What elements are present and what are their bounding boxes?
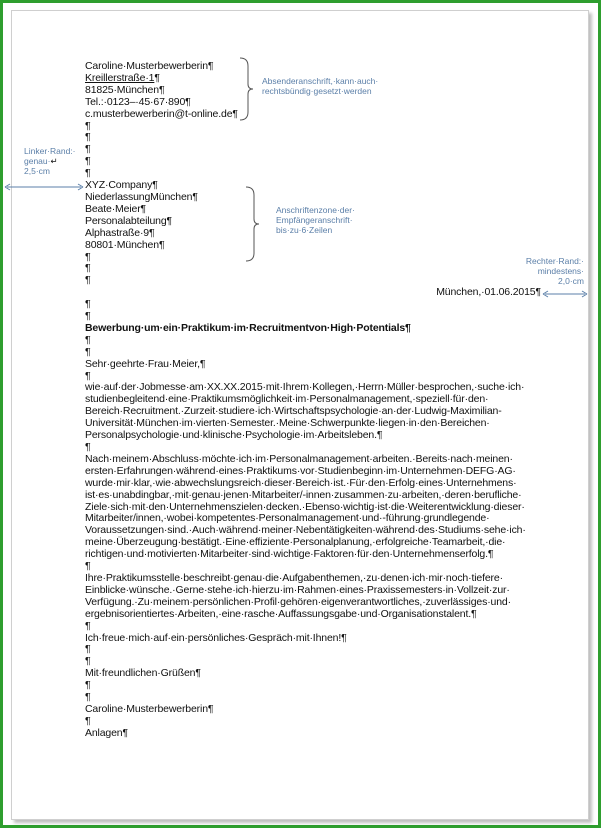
sender-annotation: Absenderanschrift,·kann·auch· rechtsbündig·gesetzt·werden [262,76,379,96]
enclosure: Anlagen¶ [85,726,128,739]
sender-name: Caroline·Musterbewerberin¶ [85,60,214,72]
empty-paragraph: ¶ [85,679,91,692]
empty-paragraph: ¶ [85,655,91,668]
sender-email: c.musterbewerberin@t-online.de¶ [85,107,238,120]
paragraph-2: Nach·meinem·Abschluss·möchte·ich·im·Personalmanagement·arbeiten.·Bereits·nach·meinen· ersten·Erfahrungen·während·eines·Praktikums·vor·Studienbeginn·im·Unternehmen·DEFG·AG· wurde·mir·klar,·wie·abwechslungsreich·dieser·Bereich·ist.·Für·den·Erfolg·eines·Unternehmens· ist·es·unabdingbar,·mit·genau·jenen·Mitarbeiter/-innen·zusammen·zu·arbeiten,·deren·berufliche· Ziele·sich·mit·den·Unternehmenszielen·decken.·Ebenso·wichtig·ist·die·Weiterentwicklung·dieser· Mitarbeiter/innen,·wobei·kompetentes·Personalmanagement·und·-führung·grundlegende· Voraussetzungen·sind.·Auch·während·meiner·Nebentätigkeiten·während·des·Studiums·sehe·ich· meine·Überzeugung·bestätigt.·Eine·effiziente·Personalplanung,·erfolgreiche·Teamarbeit,·die· richtigen·und·motivierten·Mitarbeiter·sind·wichtige·Faktoren·für·den·Unternehmenserfolg.¶ [85,452,526,561]
salutation: Sehr·geehrte·Frau·Meier,¶ [85,357,206,370]
empty-paragraph: ¶ [85,274,91,287]
subject-line: Bewerbung·um·ein·Praktikum·im·Recruitmentvon·High·Potentials¶ [85,321,411,334]
paragraph-3: Ihre·Praktikumsstelle·beschreibt·genau·die·Aufgabenthemen,·zu·denen·ich·mir·noch·tiefere· Einblicke·wünsche.·Gerne·stehe·ich·hierzu·im·Rahmen·eines·Praxissemesters·in·Vollzeit·zur· Verfügung.·Zu·meinem·persönlichen·Profil·gehören·eigenverantwortliches,·zuverlässiges·und· ergebnisorientiertes·Arbeiten,·eine·rasche·Auffassungsgabe·und·Organisationstalent.¶ [85,571,511,620]
paragraph-1: wie·auf·der·Jobmesse·am·XX.XX.2015·mit·Ihrem·Kollegen,·Herrn·Müller·besprochen,·suche·ich· studienbegleitend·eine·Praktikumsmöglichkeit·im·Personalmanagement,·speziell·für·den· Bereich·Recruitment.·Zurzeit·studiere·ich·Wirtschaftspsychologie·an·der·Ludwig-Maximilian- Universität·München·im·vierten·Semester.·Meine·Schwerpunkte·liegen·in·den·Bereichen· Personalpsychologie·und·klinische·Psychologie·im·Arbeitsleben.¶ [85,381,525,442]
recipient-street: Alphastraße·9¶ [85,226,155,239]
empty-paragraph: ¶ [85,250,91,263]
left-margin-annotation: Linker·Rand:· genau·↵ 2,5·cm [24,146,76,176]
sender-phone: Tel.:·0123–·45·67·890¶ [85,95,191,108]
empty-paragraph: ¶ [85,441,91,453]
left-margin-arrow [4,183,84,191]
recipient-branch: NiederlassungMünchen¶ [85,190,198,203]
empty-paragraph: ¶ [85,131,91,144]
empty-paragraph: ¶ [85,619,91,632]
sender-street: Kreillerstraße·1¶ [85,71,160,84]
empty-paragraph: ¶ [85,262,91,275]
empty-paragraph: ¶ [85,119,91,132]
empty-paragraph: ¶ [85,643,91,656]
signature: Caroline·Musterbewerberin¶ [85,702,214,715]
sender-city: 81825·München¶ [85,83,165,96]
empty-paragraph: ¶ [85,333,91,346]
recipient-annotation: Anschriftenzone·der· Empfängeranschrift· bis·zu·6·Zeilen [276,205,355,235]
empty-paragraph: ¶ [85,310,91,323]
recipient-contact: Beate·Meier¶ [85,202,147,215]
empty-paragraph: ¶ [85,714,91,727]
empty-paragraph: ¶ [85,298,91,311]
right-margin-arrow [542,290,588,298]
recipient-city: 80801·München¶ [85,238,165,251]
recipient-department: Personalabteilung¶ [85,214,173,227]
empty-paragraph: ¶ [85,155,91,168]
recipient-company: XYZ·Company¶ [85,179,158,192]
letter-body [85,61,540,740]
closing-line: Ich·freue·mich·auf·ein·persönliches·Gespräch·mit·Ihnen!¶ [85,631,347,644]
empty-paragraph: ¶ [85,345,91,358]
empty-paragraph: ¶ [85,560,91,573]
greeting: Mit·freundlichen·Grüßen¶ [85,667,201,680]
empty-paragraph: ¶ [85,691,91,704]
date-line: München,·01.06.2015¶ [436,286,541,299]
empty-paragraph: ¶ [85,167,91,180]
empty-paragraph: ¶ [85,143,91,156]
right-margin-annotation: Rechter·Rand:· mindestens· 2,0·cm [525,256,584,286]
empty-paragraph: ¶ [85,369,91,382]
